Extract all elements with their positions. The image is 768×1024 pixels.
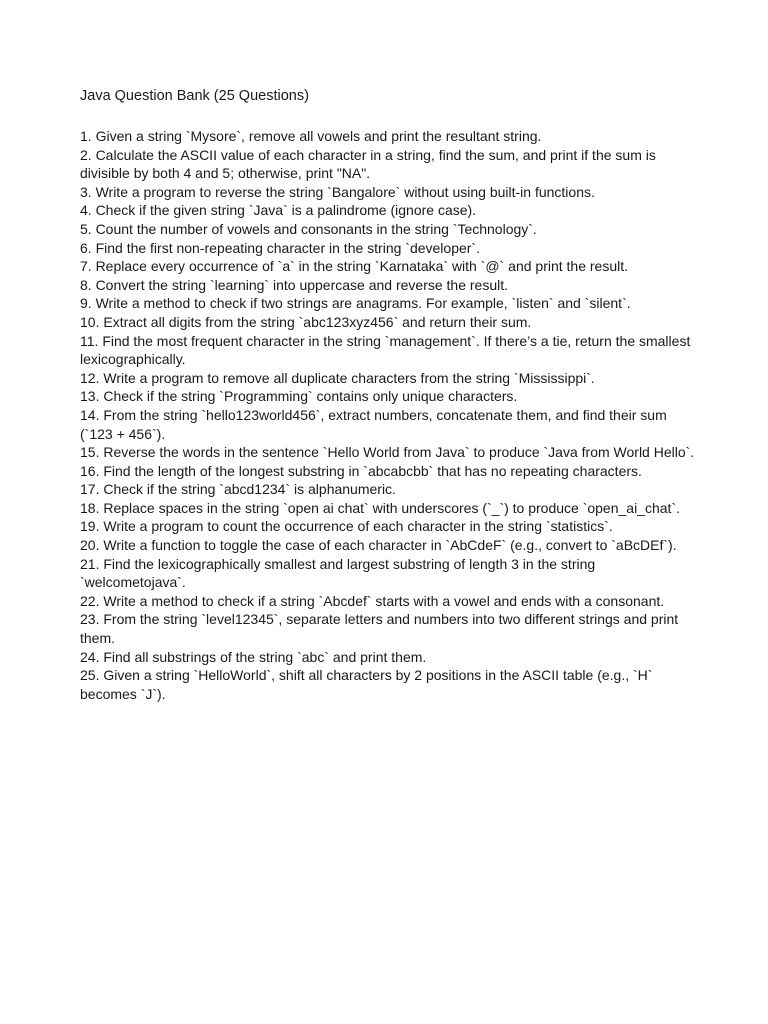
question-item: 16. Find the length of the longest substring in `abcabcbb` that has no repeating characters. [80, 462, 642, 479]
question-item: 1. Given a string `Mysore`, remove all vowels and print the resultant string. [80, 128, 542, 144]
question-item: 22. Write a method to check if a string `Abcdef` starts with a vowel and ends with a consonant. [80, 592, 665, 609]
question-item: 11. Find the most frequent character in the string `management`. If there’s a tie, return the smallest lexicographically. [80, 332, 691, 368]
document-title: Java Question Bank (25 Questions) [80, 88, 309, 104]
question-item: 4. Check if the given string `Java` is a palindrome (ignore case). [80, 202, 477, 219]
question-item: 23. From the string `level12345`, separate letters and numbers into two different strings and print them. [80, 611, 679, 647]
document-page [80, 87, 700, 703]
question-item: 18. Replace spaces in the string `open ai chat` with underscores (`_`) to produce `open_ai_chat`. [80, 499, 680, 516]
question-item: 9. Write a method to check if two strings are anagrams. For example, `listen` and `silent`. [80, 295, 631, 312]
question-item: 5. Count the number of vowels and consonants in the string `Technology`. [80, 220, 537, 237]
question-item: 24. Find all substrings of the string `abc` and print them. [80, 648, 427, 665]
question-item: 2. Calculate the ASCII value of each character in a string, find the sum, and print if the sum is divisible by both 4 and 5; otherwise, print "NA". [80, 146, 656, 182]
question-item: 8. Convert the string `learning` into uppercase and reverse the result. [80, 276, 509, 293]
question-item: 13. Check if the string `Programming` contains only unique characters. [80, 388, 518, 405]
question-item: 21. Find the lexicographically smallest and largest substring of length 3 in the string `welcometojava`. [80, 555, 596, 591]
question-item: 17. Check if the string `abcd1234` is alphanumeric. [80, 481, 396, 498]
question-item: 15. Reverse the words in the sentence `Hello World from Java` to produce `Java from World Hello`. [80, 444, 695, 461]
question-item: 19. Write a program to count the occurrence of each character in the string `statistics`. [80, 518, 613, 535]
question-item: 25. Given a string `HelloWorld`, shift all characters by 2 positions in the ASCII table (e.g., `H` becomes `J`). [80, 667, 653, 702]
question-item: 7. Replace every occurrence of `a` in the string `Karnataka` with `@` and print the result. [80, 258, 629, 275]
question-list [80, 127, 700, 703]
question-item: 10. Extract all digits from the string `abc123xyz456` and return their sum. [80, 313, 532, 330]
question-item: 12. Write a program to remove all duplicate characters from the string `Mississippi`. [80, 369, 595, 386]
question-item: 6. Find the first non-repeating character in the string `developer`. [80, 239, 480, 256]
question-item: 20. Write a function to toggle the case of each character in `AbCdeF` (e.g., convert to `aBcDEf`). [80, 537, 677, 554]
question-item: 14. From the string `hello123world456`, extract numbers, concatenate them, and find their sum (`123 + 456`). [80, 406, 667, 442]
question-item: 3. Write a program to reverse the string `Bangalore` without using built-in functions. [80, 183, 595, 200]
